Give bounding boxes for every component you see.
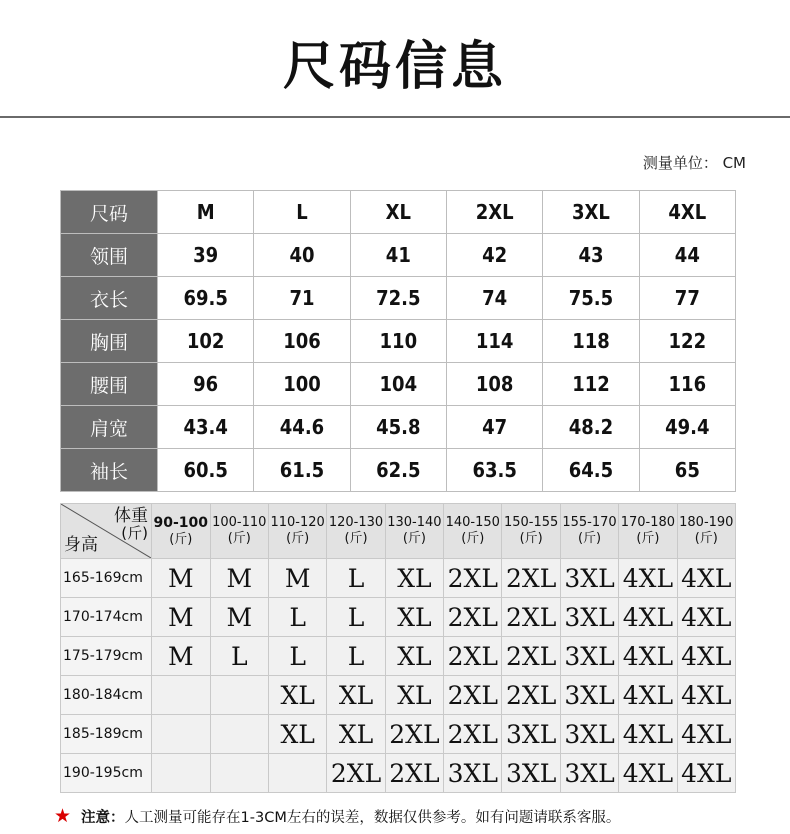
recommended-size-cell: 4XL	[677, 637, 735, 676]
height-weight-fit-table	[60, 503, 736, 793]
recommended-size-cell	[210, 715, 268, 754]
recommended-size-cell: 3XL	[560, 559, 618, 598]
recommended-size-cell	[268, 754, 326, 793]
recommended-size-cell	[152, 754, 211, 793]
height-range-label: 165-169cm	[61, 559, 152, 598]
recommended-size-cell: 3XL	[560, 754, 618, 793]
size-value-cell: 60.5	[158, 449, 254, 492]
size-header-cell: 3XL	[543, 191, 639, 234]
weight-range-text: 150-155	[503, 515, 559, 530]
size-value-cell: 102	[158, 320, 254, 363]
size-value-cell: 96	[158, 363, 254, 406]
weight-range-header	[560, 504, 618, 559]
weight-range-text: 90-100	[153, 514, 209, 531]
recommended-size-cell: 4XL	[677, 598, 735, 637]
weight-range-header	[444, 504, 502, 559]
recommended-size-cell: 4XL	[677, 676, 735, 715]
recommended-size-cell: XL	[385, 598, 443, 637]
size-header-cell: 2XL	[446, 191, 542, 234]
fit-table-row	[61, 676, 736, 715]
size-value-cell: 44	[639, 234, 735, 277]
recommended-size-cell: 2XL	[385, 754, 443, 793]
fit-table-row	[61, 559, 736, 598]
recommended-size-cell: 2XL	[502, 637, 560, 676]
weight-unit-text: (斤)	[169, 531, 193, 547]
weight-range-text: 170-180	[620, 515, 676, 530]
size-value-cell: 106	[254, 320, 350, 363]
recommended-size-cell: 2XL	[327, 754, 385, 793]
star-icon: ★	[54, 805, 72, 827]
size-table-row-label: 衣长	[61, 277, 158, 320]
recommended-size-cell: XL	[327, 676, 385, 715]
size-table-row-label: 肩宽	[61, 406, 158, 449]
weight-unit-text: (斤)	[636, 531, 660, 546]
size-table-row-label: 领围	[61, 234, 158, 277]
corner-weight-text: 体重	[114, 506, 148, 526]
size-header-cell: 4XL	[639, 191, 735, 234]
recommended-size-cell: 3XL	[502, 715, 560, 754]
recommended-size-cell: 4XL	[619, 559, 677, 598]
recommended-size-cell: L	[268, 637, 326, 676]
size-value-cell: 49.4	[639, 406, 735, 449]
size-value-cell: 108	[446, 363, 542, 406]
size-value-cell: 63.5	[446, 449, 542, 492]
size-table-row	[61, 234, 736, 277]
recommended-size-cell: 4XL	[677, 754, 735, 793]
size-value-cell: 112	[543, 363, 639, 406]
recommended-size-cell: 4XL	[619, 754, 677, 793]
size-value-cell: 71	[254, 277, 350, 320]
recommended-size-cell: L	[268, 598, 326, 637]
recommended-size-cell: 3XL	[444, 754, 502, 793]
recommended-size-cell: 4XL	[677, 715, 735, 754]
recommended-size-cell: XL	[327, 715, 385, 754]
measurement-unit-label: 测量单位： CM	[642, 154, 746, 172]
note-text: 人工测量可能存在1-3CM左右的误差，数据仅供参考。如有问题请联系客服。	[124, 810, 621, 826]
recommended-size-cell: 2XL	[502, 559, 560, 598]
recommended-size-cell: 3XL	[502, 754, 560, 793]
corner-weight-label	[114, 508, 148, 542]
weight-range-header	[385, 504, 443, 559]
size-value-cell: 74	[446, 277, 542, 320]
weight-unit-text: (斤)	[461, 531, 485, 546]
weight-range-text: 100-110	[212, 515, 267, 530]
height-range-label: 185-189cm	[61, 715, 152, 754]
size-table-row-label: 袖长	[61, 449, 158, 492]
size-table-row	[61, 449, 736, 492]
recommended-size-cell: XL	[385, 637, 443, 676]
weight-range-header	[152, 504, 211, 559]
size-header-cell: L	[254, 191, 350, 234]
recommended-size-cell: 2XL	[444, 637, 502, 676]
fit-table-header-row	[61, 504, 736, 559]
size-value-cell: 75.5	[543, 277, 639, 320]
recommended-size-cell: 2XL	[502, 598, 560, 637]
recommended-size-cell: 3XL	[560, 715, 618, 754]
weight-range-header	[327, 504, 385, 559]
recommended-size-cell	[152, 715, 211, 754]
height-range-label: 170-174cm	[61, 598, 152, 637]
recommended-size-cell: 2XL	[502, 676, 560, 715]
recommended-size-cell: M	[268, 559, 326, 598]
recommended-size-cell: M	[152, 559, 211, 598]
size-value-cell: 118	[543, 320, 639, 363]
size-table-row	[61, 277, 736, 320]
recommended-size-cell: M	[210, 598, 268, 637]
recommended-size-cell: M	[210, 559, 268, 598]
height-range-label: 180-184cm	[61, 676, 152, 715]
recommended-size-cell: XL	[385, 676, 443, 715]
fit-table-row	[61, 598, 736, 637]
weight-range-header	[677, 504, 735, 559]
recommended-size-cell: 4XL	[619, 598, 677, 637]
size-value-cell: 100	[254, 363, 350, 406]
recommended-size-cell: 3XL	[560, 637, 618, 676]
size-value-cell: 43	[543, 234, 639, 277]
recommended-size-cell	[152, 676, 211, 715]
recommended-size-cell: XL	[268, 676, 326, 715]
weight-unit-text: (斤)	[344, 531, 368, 546]
note-label: 注意：	[81, 810, 125, 826]
size-value-cell: 77	[639, 277, 735, 320]
size-value-cell: 48.2	[543, 406, 639, 449]
weight-unit-text: (斤)	[519, 531, 543, 546]
weight-range-text: 155-170	[562, 515, 617, 530]
size-value-cell: 41	[350, 234, 446, 277]
weight-unit-text: (斤)	[227, 531, 251, 546]
fit-table-row	[61, 637, 736, 676]
weight-unit-text: (斤)	[694, 531, 718, 546]
size-table-row	[61, 320, 736, 363]
recommended-size-cell	[210, 754, 268, 793]
size-value-cell: 43.4	[158, 406, 254, 449]
page-title: 尺码信息	[282, 37, 507, 97]
recommended-size-cell: XL	[385, 559, 443, 598]
size-value-cell: 62.5	[350, 449, 446, 492]
size-value-cell: 114	[446, 320, 542, 363]
size-value-cell: 42	[446, 234, 542, 277]
fit-table-row	[61, 715, 736, 754]
size-value-cell: 72.5	[350, 277, 446, 320]
size-table-row-label: 尺码	[61, 191, 158, 234]
size-value-cell: 116	[639, 363, 735, 406]
size-table-row-label: 胸围	[61, 320, 158, 363]
size-value-cell: 40	[254, 234, 350, 277]
size-value-cell: 45.8	[350, 406, 446, 449]
size-value-cell: 65	[639, 449, 735, 492]
size-header-cell: M	[158, 191, 254, 234]
recommended-size-cell: L	[327, 637, 385, 676]
size-value-cell: 69.5	[158, 277, 254, 320]
weight-unit-text: (斤)	[577, 531, 602, 546]
recommended-size-cell: XL	[268, 715, 326, 754]
recommended-size-cell: M	[152, 637, 211, 676]
recommended-size-cell: 4XL	[619, 715, 677, 754]
size-measurement-table	[60, 190, 736, 492]
recommended-size-cell: 2XL	[444, 715, 502, 754]
fit-table-row	[61, 754, 736, 793]
disclaimer-note	[54, 805, 620, 827]
recommended-size-cell	[210, 676, 268, 715]
recommended-size-cell: 4XL	[619, 676, 677, 715]
size-header-cell: XL	[350, 191, 446, 234]
weight-unit-text: (斤)	[402, 531, 426, 546]
size-value-cell: 44.6	[254, 406, 350, 449]
recommended-size-cell: L	[327, 598, 385, 637]
size-table-row	[61, 363, 736, 406]
recommended-size-cell: 4XL	[619, 637, 677, 676]
height-range-label: 175-179cm	[61, 637, 152, 676]
weight-range-header	[210, 504, 268, 559]
recommended-size-cell: 3XL	[560, 598, 618, 637]
size-value-cell: 122	[639, 320, 735, 363]
recommended-size-cell: 2XL	[444, 559, 502, 598]
corner-weight-unit: (斤)	[121, 524, 148, 542]
weight-unit-text: (斤)	[286, 531, 310, 546]
size-table-row-label: 腰围	[61, 363, 158, 406]
weight-range-text: 130-140	[387, 515, 442, 530]
weight-range-text: 120-130	[328, 515, 384, 530]
corner-height-label: 身高	[64, 535, 98, 555]
recommended-size-cell: 3XL	[560, 676, 618, 715]
size-table-row	[61, 191, 736, 234]
size-value-cell: 110	[350, 320, 446, 363]
title-divider	[0, 116, 790, 118]
recommended-size-cell: L	[210, 637, 268, 676]
weight-range-text: 110-120	[270, 515, 325, 530]
recommended-size-cell: L	[327, 559, 385, 598]
size-value-cell: 104	[350, 363, 446, 406]
size-table-row	[61, 406, 736, 449]
weight-range-text: 140-150	[445, 515, 500, 530]
size-value-cell: 39	[158, 234, 254, 277]
height-range-label: 190-195cm	[61, 754, 152, 793]
recommended-size-cell: 4XL	[677, 559, 735, 598]
recommended-size-cell: 2XL	[385, 715, 443, 754]
weight-range-header	[619, 504, 677, 559]
recommended-size-cell: 2XL	[444, 598, 502, 637]
weight-range-header	[502, 504, 560, 559]
weight-range-text: 180-190	[679, 515, 734, 530]
size-value-cell: 47	[446, 406, 542, 449]
recommended-size-cell: 2XL	[444, 676, 502, 715]
size-value-cell: 61.5	[254, 449, 350, 492]
weight-range-header	[268, 504, 326, 559]
fit-table-corner-cell	[61, 504, 152, 559]
size-value-cell: 64.5	[543, 449, 639, 492]
recommended-size-cell: M	[152, 598, 211, 637]
